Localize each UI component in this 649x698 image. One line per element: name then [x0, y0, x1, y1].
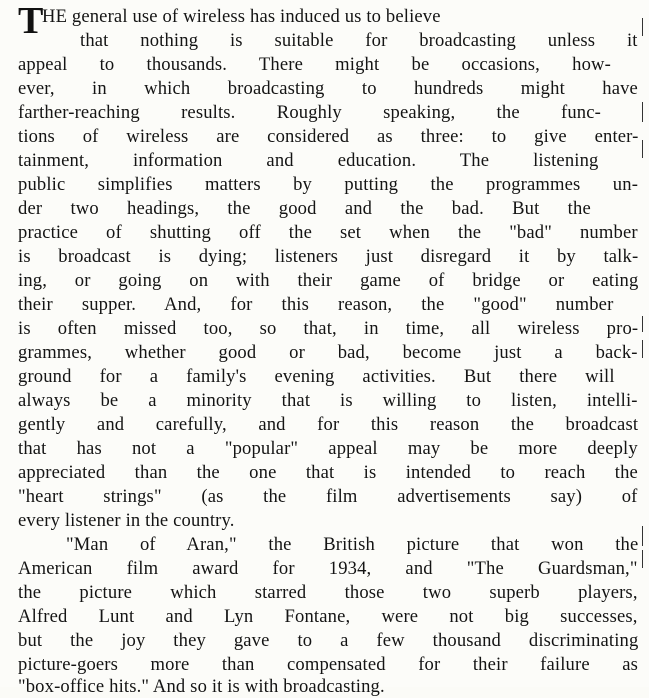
text-line: that nothing is suitable for broadcasting unless it: [80, 30, 638, 51]
text-line: American film award for 1934, and "The Guardsman,": [18, 558, 638, 579]
text-line: appreciated than the one that is intended to reach the: [18, 462, 638, 483]
text-line: "Man of Aran," the British picture that won the: [66, 534, 639, 555]
text-line: farther-reaching results. Roughly speaking, the func-: [18, 102, 601, 123]
text-line: ground for a family's evening activities. But there will: [18, 366, 615, 387]
text-line: their supper. And, for this reason, the "good" number: [18, 294, 614, 315]
text-line: the picture which starred those two superb players,: [18, 582, 638, 603]
text-line: public simplifies matters by putting the programmes un-: [18, 174, 639, 195]
text-line: der two headings, the good and the bad. But the: [18, 198, 591, 219]
column-rule-mark: [642, 550, 644, 568]
text-line: HE general use of wireless has induced us to believe: [42, 6, 441, 27]
text-line: "box-office hits." And so it is with broadcasting.: [18, 676, 385, 697]
text-line: that has not a "popular" appeal may be more deeply: [18, 438, 638, 459]
text-line: ever, in which broadcasting to hundreds might have: [18, 78, 638, 99]
text-line: appeal to thousands. There might be occasions, how-: [18, 54, 611, 75]
text-line: is often missed too, so that, in time, all wireless pro-: [18, 318, 639, 339]
text-line: tions of wireless are considered as three: to give enter-: [18, 126, 639, 147]
text-line: practice of shutting off the set when the "bad" number: [18, 222, 638, 243]
text-line: tainment, information and education. The listening: [18, 150, 599, 171]
column-rule-mark: [642, 140, 644, 158]
text-line: Alfred Lunt and Lyn Fontane, were not big successes,: [18, 606, 638, 627]
column-rule-mark: [642, 316, 644, 332]
text-line: ing, or going on with their game of bridge or eating: [18, 270, 639, 291]
column-rule-mark: [642, 102, 644, 122]
text-line: picture-goers more than compensated for their failure as: [18, 654, 639, 675]
column-rule-mark: [642, 340, 644, 358]
text-line: is broadcast is dying; listeners just disregard it by talk-: [18, 246, 639, 267]
text-line: grammes, whether good or bad, become just a back-: [18, 342, 638, 363]
drop-cap: T: [18, 0, 44, 42]
text-line: "heart strings" (as the film advertisements say) of: [18, 486, 638, 507]
text-line: every listener in the country.: [18, 510, 235, 531]
column-rule-mark: [642, 18, 644, 36]
text-line: but the joy they gave to a few thousand discriminating: [18, 630, 639, 651]
text-line: gently and carefully, and for this reason the broadcast: [18, 414, 639, 435]
text-line: always be a minority that is willing to listen, intelli-: [18, 390, 638, 411]
column-rule-mark: [642, 526, 644, 546]
